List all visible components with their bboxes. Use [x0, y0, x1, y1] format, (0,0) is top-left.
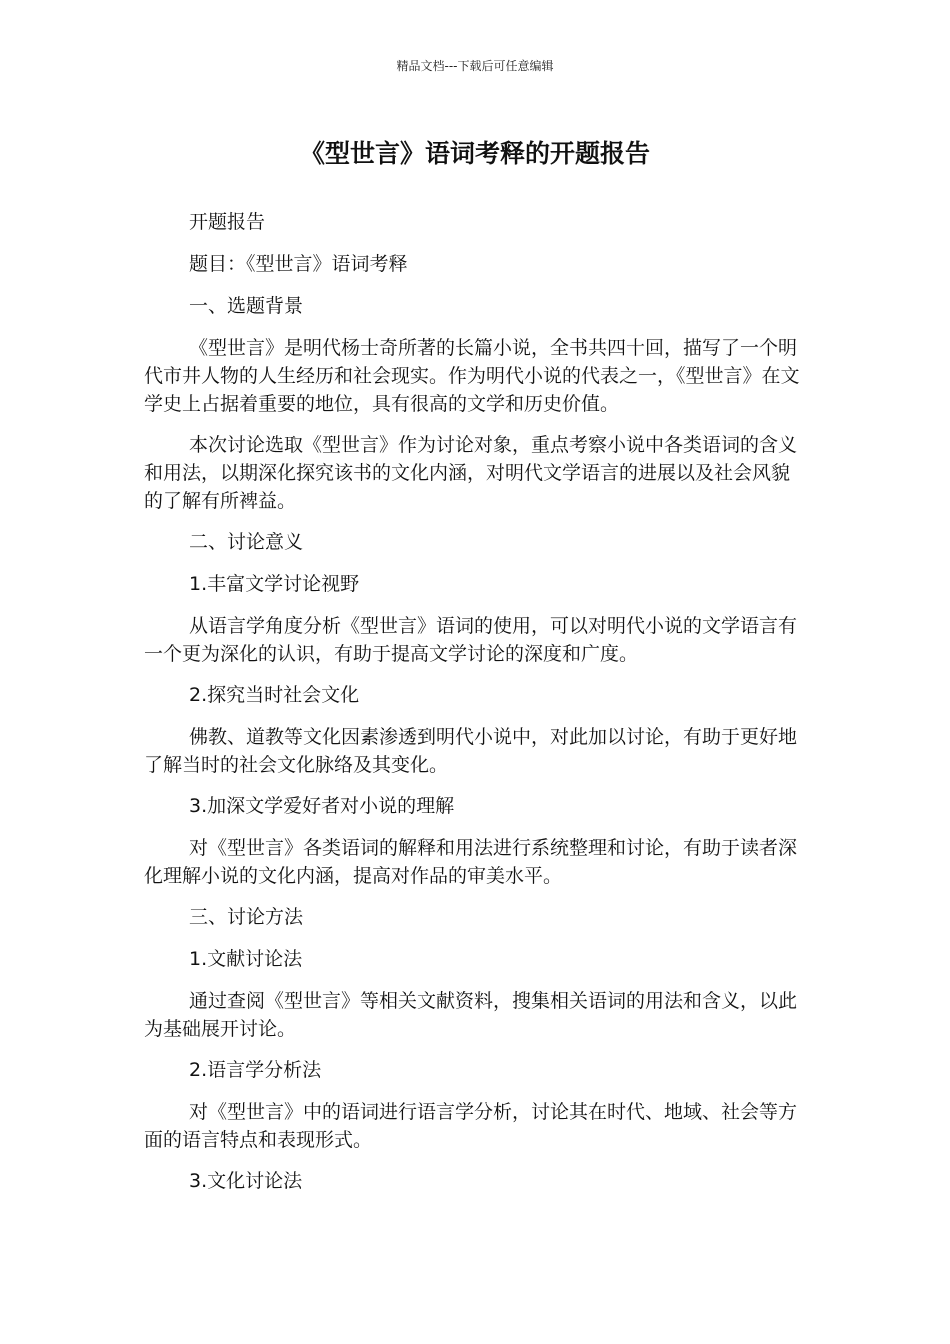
document-title: 《型世言》语词考释的开题报告	[299, 139, 650, 168]
subsection-heading: 2.语言学分析法	[189, 1059, 322, 1081]
paragraph-heading: 题目：《型世言》语词考释	[189, 253, 408, 275]
subsection-heading: 2.探究当时社会文化	[189, 684, 360, 706]
section-heading: 三、讨论方法	[189, 906, 304, 928]
subsection-heading: 1.丰富文学讨论视野	[189, 573, 360, 595]
body-paragraph: 从语言学角度分析《型世言》语词的使用，可以对明代小说的文学语言有一个更为深化的认识，有助于提高文学讨论的深度和广度。	[144, 615, 798, 665]
section-heading: 二、讨论意义	[189, 531, 304, 553]
subsection-heading: 3.文化讨论法	[189, 1170, 303, 1192]
body-paragraph: 佛教、道教等文化因素渗透到明代小说中，对此加以讨论，有助于更好地了解当时的社会文化脉络及其变化。	[144, 726, 798, 776]
section-heading: 一、选题背景	[189, 295, 304, 317]
page-header: 精品文档---下载后可任意编辑	[396, 59, 554, 73]
body-paragraph: 对《型世言》中的语词进行语言学分析，讨论其在时代、地域、社会等方面的语言特点和表现形式。	[144, 1101, 798, 1151]
body-paragraph: 对《型世言》各类语词的解释和用法进行系统整理和讨论，有助于读者深化理解小说的文化内涵，提高对作品的审美水平。	[144, 837, 798, 887]
document-body	[144, 208, 804, 1209]
paragraph-heading: 开题报告	[189, 211, 266, 233]
body-paragraph: 《型世言》是明代杨士奇所著的长篇小说，全书共四十回，描写了一个明代市井人物的人生经历和社会现实。作为明代小说的代表之一，《型世言》在文学史上占据着重要的地位，具有很高的文学和历史价值。	[144, 337, 800, 415]
subsection-heading: 3.加深文学爱好者对小说的理解	[189, 795, 455, 817]
body-paragraph: 通过查阅《型世言》等相关文献资料，搜集相关语词的用法和含义，以此为基础展开讨论。	[144, 990, 798, 1040]
subsection-heading: 1.文献讨论法	[189, 948, 303, 970]
body-paragraph: 本次讨论选取《型世言》作为讨论对象，重点考察小说中各类语词的含义和用法，以期深化探究该书的文化内涵，对明代文学语言的进展以及社会风貌的了解有所裨益。	[144, 434, 798, 512]
